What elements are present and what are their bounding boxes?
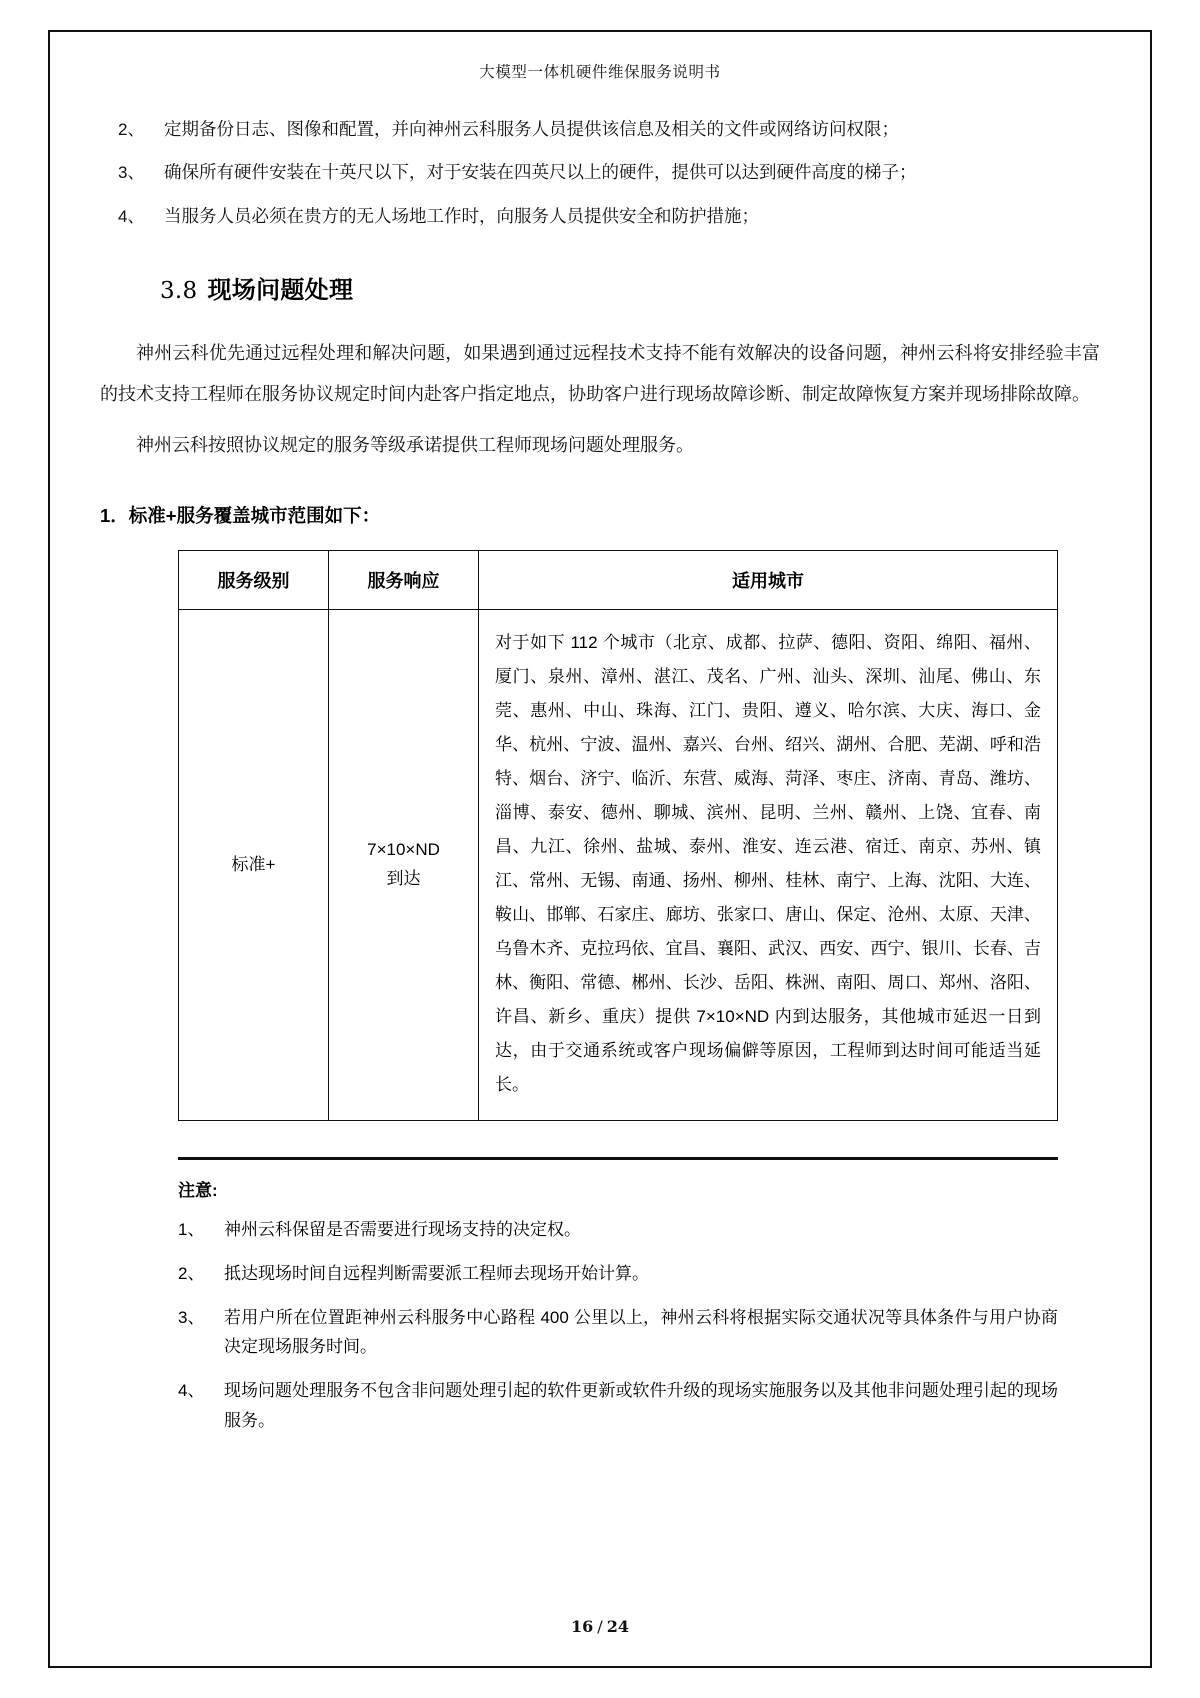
table-row [179,610,1058,1121]
cell-applicable-cities: 对于如下 112 个城市（北京、成都、拉萨、德阳、资阳、绵阳、福州、厦门、泉州、漳州、湛江、茂名、广州、汕头、深圳、汕尾、佛山、东莞、惠州、中山、珠海、江门、贵阳、遵义、哈尔滨、大庆、海口、金华、杭州、宁波、温州、嘉兴、台州、绍兴、湖州、合肥、芜湖、呼和浩特、烟台、济宁、临沂、东营、威海、菏泽、枣庄、济南、青岛、潍坊、淄博、泰安、德州、聊城、滨州、昆明、兰州、赣州、上饶、宜春、南昌、九江、徐州、盐城、泰州、淮安、连云港、宿迁、南京、苏州、镇江、常州、无锡、南通、扬州、柳州、桂林、南宁、上海、沈阳、大连、鞍山、邯郸、石家庄、廊坊、张家口、唐山、保定、沧州、太原、天津、乌鲁木齐、克拉玛依、宜昌、襄阳、武汉、西安、西宁、银川、长春、吉林、衡阳、常德、郴州、长沙、岳阳、株洲、南阳、周口、郑州、洛阳、许昌、新乡、重庆）提供 7×10×ND 内到达服务，其他城市延迟一日到达，由于交通系统或客户现场偏僻等原因，工程师到达时间可能适当延长。 [479,610,1058,1121]
list-item-number: 3、 [118,163,145,183]
list-item [178,1259,1058,1289]
list-item [118,203,1100,230]
footer-separator: / [597,1617,603,1636]
responsibility-list [118,116,1100,230]
page-content [100,60,1100,1450]
notice-block [178,1176,1058,1436]
cell-service-response-line2: 到达 [386,869,421,889]
list-item-number: 4、 [178,1381,205,1401]
page-footer [0,1617,1200,1636]
coverage-subheading: 1．标准+服务覆盖城市范围如下： [100,505,381,527]
table-header-applicable-cities: 适用城市 [479,551,1058,610]
list-item [118,116,1100,143]
cell-service-response [329,610,479,1121]
table-header-row [179,551,1058,610]
coverage-table [178,550,1058,1121]
list-item-number: 2、 [118,120,145,139]
notice-list [178,1215,1058,1436]
paragraph-commitment: 神州云科按照协议规定的服务等级承诺提供工程师现场问题处理服务。 [136,435,694,456]
notice-title: 注意: [178,1181,218,1201]
table-header-service-level: 服务级别 [179,551,329,610]
list-item [178,1215,1058,1245]
list-item [178,1303,1058,1363]
list-item [118,159,1100,186]
list-item-text: 神州云科保留是否需要进行现场支持的决定权。 [224,1220,581,1240]
section-number: 3.8 [160,278,198,305]
footer-total-pages: 24 [606,1617,629,1636]
list-item-text: 现场问题处理服务不包含非问题处理引起的软件更新或软件升级的现场实施服务以及其他非问题处理引起的现场服务。 [224,1381,1058,1430]
table-header-service-response: 服务响应 [329,551,479,610]
list-item-number: 2、 [178,1263,205,1283]
footer-current-page: 16 [571,1617,594,1636]
cell-service-level: 标准+ [179,610,329,1121]
list-item [178,1376,1058,1436]
cell-service-response-line1: 7×10×ND [367,840,440,860]
list-item-number: 4、 [118,206,145,226]
section-heading [160,270,1100,305]
list-item-text: 当服务人员必须在贵方的无人场地工作时，向服务人员提供安全和防护措施； [164,205,759,226]
list-item-text: 确保所有硬件安装在十英尺以下，对于安装在四英尺以上的硬件，提供可以达到硬件高度的梯子； [164,162,917,183]
section-title: 现场问题处理 [207,277,354,305]
running-header: 大模型一体机硬件维保服务说明书 [479,63,721,81]
paragraph-overview: 神州云科优先通过远程处理和解决问题，如果遇到通过远程技术支持不能有效解决的设备问题，神州云科将安排经验丰富的技术支持工程师在服务协议规定时间内赴客户指定地点，协助客户进行现场故障诊断、制定故障恢复方案并现场排除故障。 [100,343,1100,404]
list-item-number: 3、 [178,1307,205,1327]
list-item-text: 定期备份日志、图像和配置，并向神州云科服务人员提供该信息及相关的文件或网络访问权限； [164,119,899,139]
list-item-text: 若用户所在位置距神州云科服务中心路程 400 公里以上，神州云科将根据实际交通状况等具体条件与用户协商决定现场服务时间。 [224,1307,1058,1357]
list-item-number: 1、 [178,1220,205,1240]
list-item-text: 抵达现场时间自远程判断需要派工程师去现场开始计算。 [224,1263,649,1283]
notice-divider [178,1157,1058,1160]
